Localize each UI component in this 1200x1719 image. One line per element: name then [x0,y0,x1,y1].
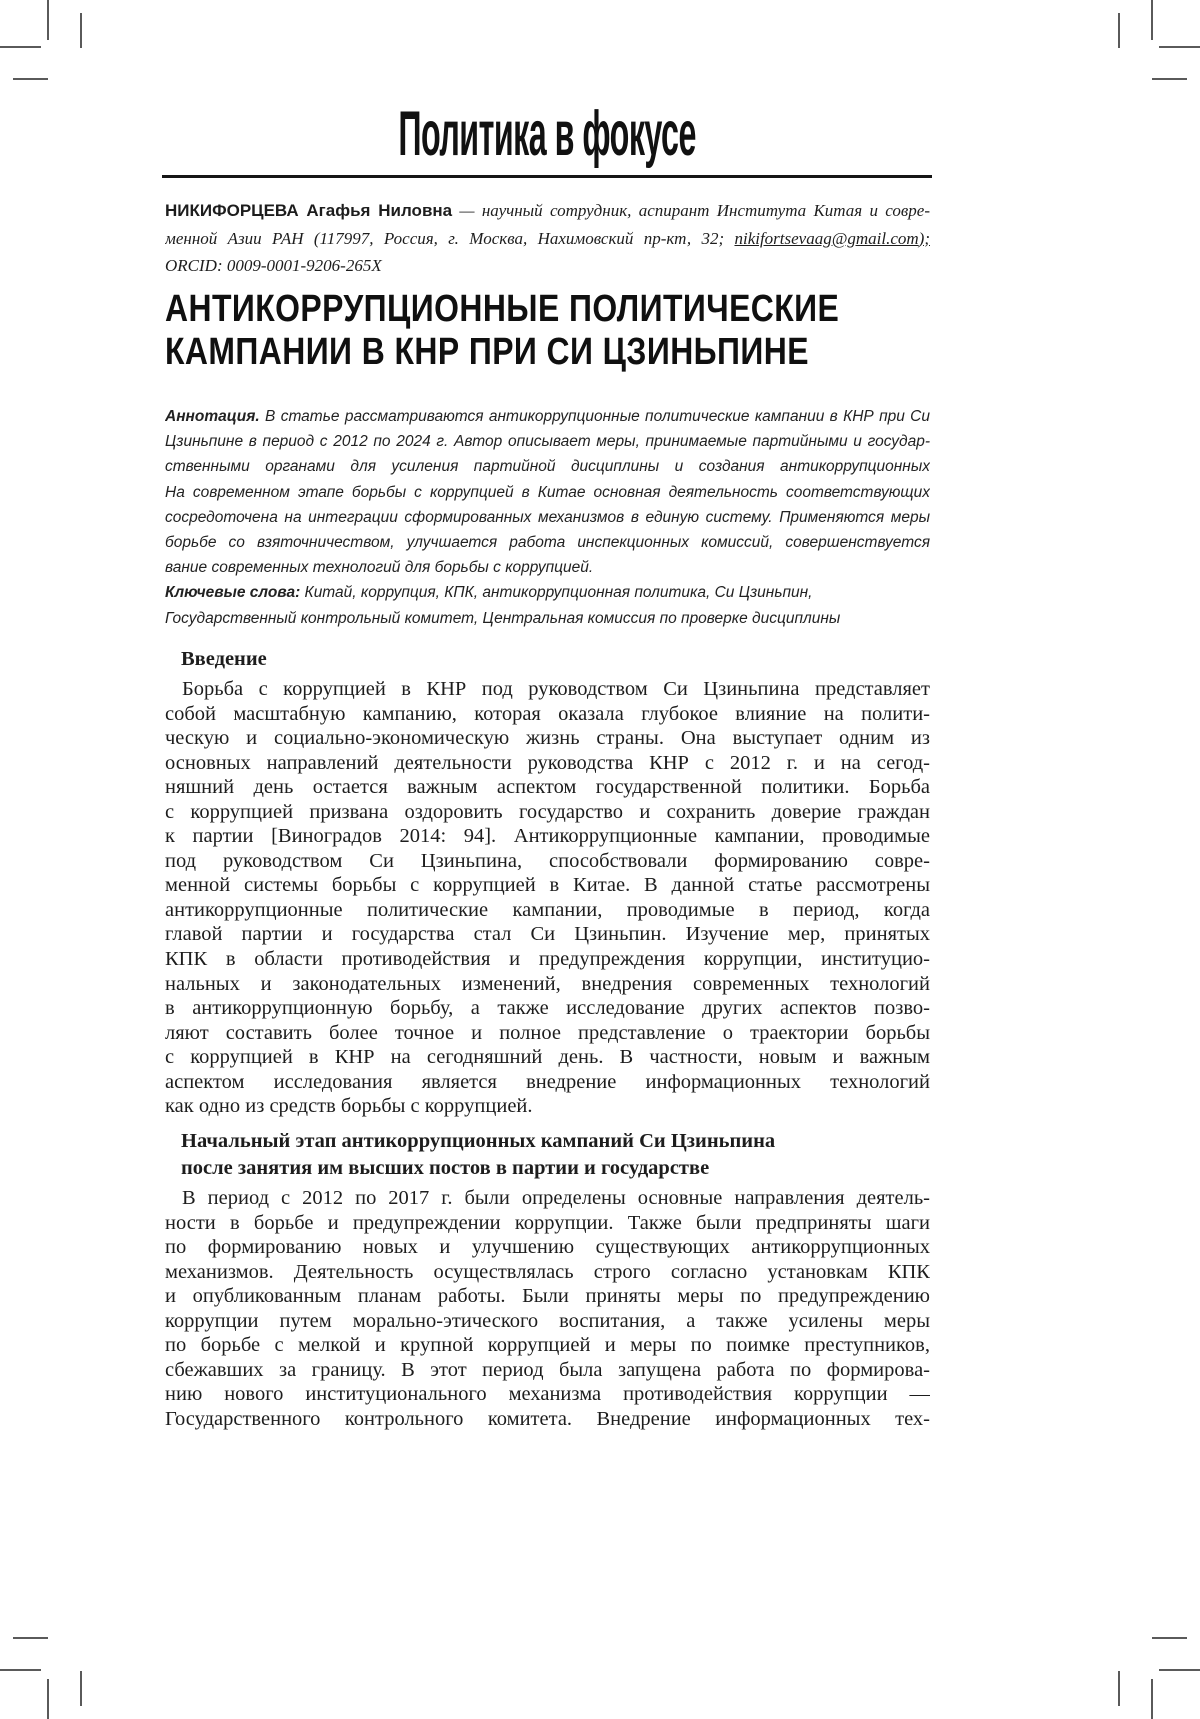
text-line: как одно из средств борьбы с коррупцией. [165,1095,533,1118]
author-email-link[interactable]: nikifortsevaag@gmail.com [734,228,919,248]
crop-mark [80,1671,82,1706]
paragraph-initial-stage [165,1186,930,1431]
text-line: аспектом исследования является внедрение информационных технологий [165,1070,930,1093]
text-line: В период с 2012 по 2017 г. были определены основные направления деятель- [182,1187,930,1209]
text-line: нальных и законодательных изменений, внедрения современных технологий [165,972,930,995]
text-line: Борьба с коррупцией в КНР под руководством Си Цзиньпина представляет [182,678,930,700]
text-line: ляют составить более точное и полное представление о траектории борьбы [165,1021,930,1044]
author-line-1 [165,197,930,225]
section-heading-initial-stage [165,1128,930,1182]
text-line: с коррупцией в КНР на сегодняшний день. В частности, новым и важным [165,1046,930,1069]
paragraph-introduction [165,677,930,1119]
crop-mark [47,1679,49,1719]
running-head-text: Политика в фокусе [398,98,697,170]
text-line: няшний день остается важным аспектом государственной политики. Борьба [165,776,930,799]
text-line: КАМПАНИИ В КНР ПРИ СИ ЦЗИНЬПИНЕ [165,331,809,373]
running-head [165,98,930,170]
keywords-line-2: Государственный контрольный комитет, Центральная комиссия по проверке дисциплины [165,609,841,627]
crop-mark [1151,0,1153,40]
crop-mark [47,0,49,40]
text-line: к партии [Виноградов 2014: 94]. Антикоррупционные кампании, проводимые [165,825,930,848]
text-line: Начальный этап антикоррупционных кампаний Си Цзиньпина [181,1130,776,1152]
text-line: коррупции путем морально-этического воспитания, а также усилены меры [165,1309,930,1332]
text-line: Государственного контрольного комитета. Внедрение информационных тех- [165,1407,930,1430]
crop-mark [13,78,48,80]
abstract-label: Аннотация. [165,408,260,425]
crop-mark [1152,1637,1187,1639]
abstract-block [165,404,930,631]
text-line: КПК в области противодействия и предупреждения коррупции, институцио- [165,948,930,971]
text-line: менной системы борьбы с коррупцией в Китае. В данной статье рассмотрены [165,874,930,897]
text-line: нию нового институционального механизма противодействия коррупции — [165,1383,930,1406]
abstract-lines [165,429,930,580]
text-line: основных направлений деятельности руководства КНР с 2012 г. и на сегод- [165,751,930,774]
author-address: менной Азии РАН (117997, Россия, г. Москва, Нахимовский пр-кт, 32; [165,228,735,248]
text-line: Цзиньпине в период с 2012 по 2024 г. Автор описывает меры, принимаемые партийными и государ- [165,433,930,451]
text-line: На современном этапе борьбы с коррупцией в Китае основная деятельность соответствующих [165,483,930,501]
text-line: по борьбе с мелкой и крупной коррупцией и меры по поимке преступников, [165,1334,930,1357]
crop-mark [1152,78,1187,80]
text-line: собой масштабную кампанию, которая оказала глубокое влияние на полити- [165,702,930,725]
author-line-2 [165,225,930,253]
text-line: механизмов. Деятельность осуществлялась строго согласно установкам КПК [165,1260,930,1283]
crop-mark [80,13,82,48]
text-line: главой партии и государства стал Си Цзиньпин. Изучение мер, принятых [165,923,930,946]
text-line: борьбе со взяточничеством, улучшается работа инспекционных комиссий, совершенствуется [165,533,930,551]
text-line: с коррупцией призвана оздоровить государство и сохранить доверие граждан [165,800,930,823]
text-line: АНТИКОРРУПЦИОННЫЕ ПОЛИТИЧЕСКИЕ [165,288,840,330]
text-line: ческую и социально-экономическую жизнь страны. Она выступает одним из [165,727,930,750]
text-line: под руководством Си Цзиньпина, способствовали формированию совре- [165,849,930,872]
section-heading-introduction: Введение [181,648,267,670]
keywords-label: Ключевые слова: [165,584,301,602]
text-line: вание современных технологий для борьбы с коррупцией. [165,559,594,577]
text-line: после занятия им высших постов в партии и государстве [181,1157,710,1179]
crop-mark [1159,46,1200,48]
header-rule [162,175,932,178]
abstract-first-line: Аннотация. В статье рассматриваются антикоррупционные политические кампании в КНР при Си [165,408,930,425]
text-line: и опубликованным планам работы. Были приняты меры по предупреждению [165,1285,930,1308]
text-line: по формированию новых и улучшению существующих антикоррупционных [165,1236,930,1259]
author-orcid: ORCID: 0009-0001-9206-265X [165,256,382,275]
text-line: сосредоточена на интеграции сформированных механизмов в единую систему. Применяются меры [165,508,930,526]
crop-mark [1159,1669,1200,1671]
crop-mark [0,1669,41,1671]
text-line: в антикоррупционную борьбу, а также исследование других аспектов позво- [165,997,930,1020]
article-title [165,288,930,374]
author-block [165,197,930,280]
text-line: ственными органами для усиления партийной дисциплины и создания антикоррупционных [165,458,930,476]
text-line: сбежавших за границу. В этот период была запущена работа по формирова- [165,1358,930,1381]
text-line: ности в борьбе и предупреждении коррупции. Также были предприняты шаги [165,1211,930,1234]
crop-mark [13,1637,48,1639]
crop-mark [1151,1679,1153,1719]
crop-mark [0,46,41,48]
author-name: НИКИФОРЦЕВА Агафья Ниловна [165,201,453,220]
keywords-line-1: Ключевые слова: Китай, коррупция, КПК, антикоррупционная политика, Си Цзиньпин, [165,584,813,602]
crop-mark [1118,1671,1120,1706]
author-address-end: ); [918,228,930,248]
crop-mark [1118,13,1120,48]
text-line: антикоррупционные политические кампании, проводимые в период, когда [165,898,930,921]
author-affiliation: — научный сотрудник, аспирант Института Китая и совре- [452,201,930,220]
